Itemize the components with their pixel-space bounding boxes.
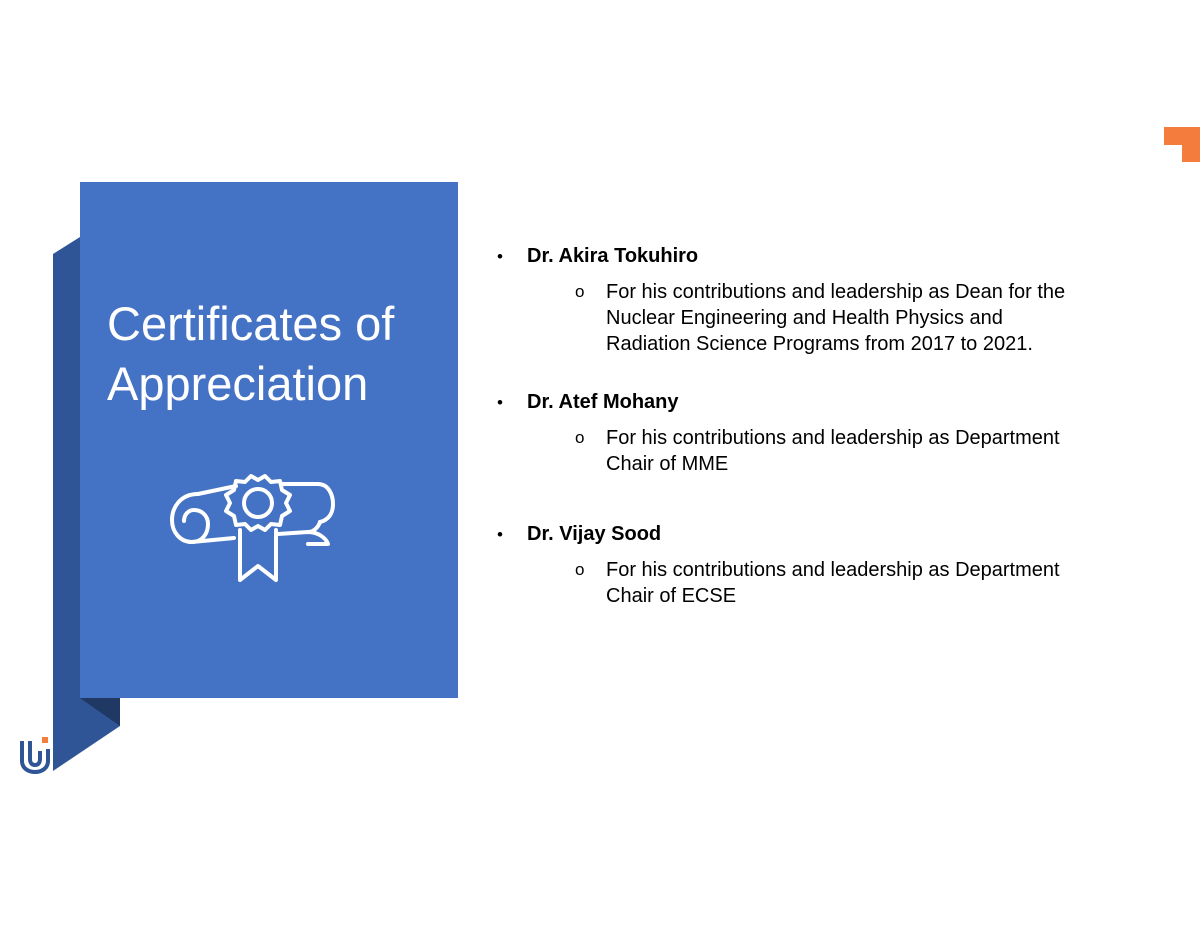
- entry-header: [497, 245, 1157, 273]
- list-item: [497, 245, 1157, 357]
- entry-header: [497, 391, 1157, 419]
- sub-item: [497, 425, 1157, 477]
- bullet: •: [497, 525, 503, 544]
- description-line: Radiation Science Programs from 2017 to 2021.: [606, 333, 1033, 355]
- description-line: For his contributions and leadership as Department: [606, 427, 1060, 449]
- recipients-list: [497, 245, 1157, 609]
- list-item: [497, 523, 1157, 609]
- list-item: [497, 391, 1157, 477]
- recipient-name: Dr. Akira Tokuhiro: [527, 245, 699, 267]
- slide-title: [107, 294, 447, 414]
- recipient-description: [606, 279, 1126, 357]
- sub-item: [497, 279, 1157, 357]
- recipient-name: Dr. Vijay Sood: [527, 523, 662, 545]
- description-line: Nuclear Engineering and Health Physics and: [606, 307, 1003, 329]
- diploma-scroll-icon: [168, 472, 338, 587]
- recipient-description: [606, 557, 1126, 609]
- bullet: •: [497, 247, 503, 266]
- entry-header: [497, 523, 1157, 551]
- corner-accent: [1164, 127, 1200, 163]
- description-line: Chair of MME: [606, 453, 729, 475]
- recipient-description: [606, 425, 1126, 477]
- sub-bullet: o: [575, 560, 585, 579]
- description-line: For his contributions and leadership as Dean for the: [606, 281, 1066, 303]
- recipient-name: Dr. Atef Mohany: [527, 391, 679, 413]
- bullet: •: [497, 393, 503, 412]
- title-panel: [80, 182, 458, 698]
- title-line-1: Certificates of: [107, 297, 395, 350]
- description-line: For his contributions and leadership as Department: [606, 559, 1060, 581]
- sub-bullet: o: [575, 282, 585, 301]
- description-line: Chair of ECSE: [606, 585, 737, 607]
- title-line-2: Appreciation: [107, 357, 369, 410]
- sub-item: [497, 557, 1157, 609]
- university-logo-icon: [18, 733, 52, 775]
- sub-bullet: o: [575, 428, 585, 447]
